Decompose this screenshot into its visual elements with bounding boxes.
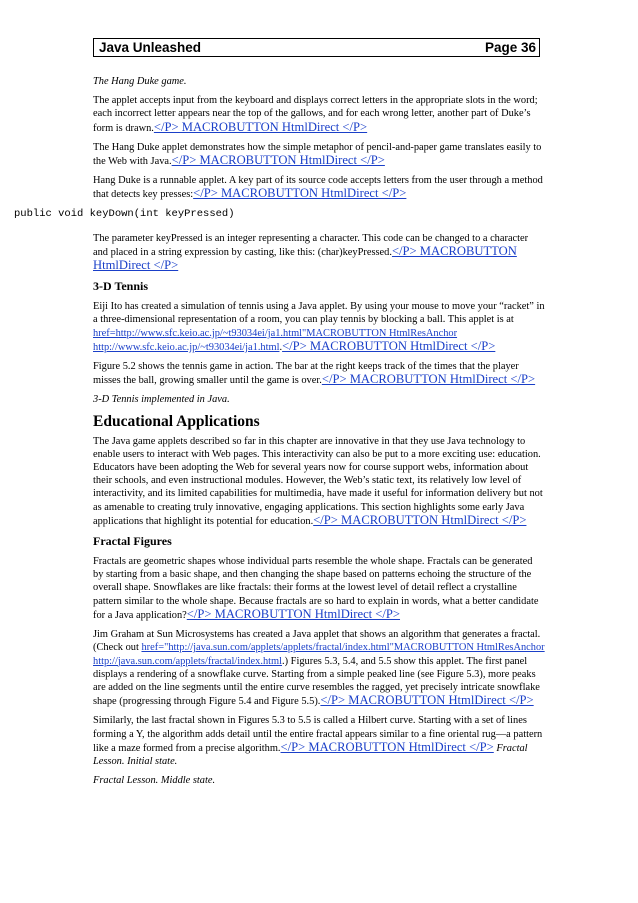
paragraph-text: Similarly, the last fractal shown in Figures 5.3 to 5.5 is called a Hilbert curve. Starting with a set of lines forming a Y, the algorithm adds detail until the entire fractal appears similar to a fine oriental rug—a pattern like a maze formed from a precise algorithm. bbox=[93, 715, 543, 754]
paragraph-text: Fractals are geometric shapes whose individual parts resemble the whole shape. Fractals can be generated by starting from a basic shape, and then changing the shape based on patterns echoing the structure of the overall shape. Snowflakes are like fractals: their forms at the lowest level of detail reflect a crystalline pattern similar to the whole shape. Because fractals are so hard to explain in words, what a better candidate for a Java application? bbox=[93, 556, 539, 621]
macrobutton-link[interactable]: </P> MACROBUTTON HtmlDirect </P> bbox=[93, 243, 517, 273]
anchor-link[interactable]: href=http://www.sfc.keio.ac.jp/~t93034ei/ja1.html"MACROBUTTON HtmlResAnchor bbox=[93, 327, 458, 339]
paragraph bbox=[93, 94, 545, 135]
figure-caption-middle: Fractal Lesson. Middle state. bbox=[93, 775, 216, 787]
macrobutton-link[interactable]: </P> MACROBUTTON HtmlDirect </P> bbox=[321, 372, 536, 387]
macrobutton-link[interactable]: </P> MACROBUTTON HtmlDirect </P> bbox=[193, 186, 407, 201]
section-heading-fractal: Fractal Figures bbox=[93, 534, 172, 549]
paragraph-text: Jim Graham at Sun Microsystems has created a Java applet that shows an algorithm that generates a fractal. (Check out bbox=[93, 629, 541, 654]
paragraph-text: The Hang Duke applet demonstrates how the simple metaphor of pencil-and-paper game translates easily to the Web with Java. bbox=[93, 141, 542, 168]
paragraph bbox=[93, 714, 545, 768]
macrobutton-link[interactable]: </P> MACROBUTTON HtmlDirect </P> bbox=[280, 739, 494, 754]
macrobutton-link[interactable]: </P> MACROBUTTON HtmlDirect </P> bbox=[282, 338, 496, 353]
paragraph-text: .) Figures 5.3, 5.4, and 5.5 show this applet. The first panel displays a rendering of a snowflake curve. Starting from a simple peaked line (see Figure 5.3), more peaks are added on the line segments until the entire curve resembles the ragged, yet precisely intricate snowflake shape (progressing through Figure 5.4 and Figure 5.5). bbox=[93, 655, 540, 708]
macrobutton-link[interactable]: </P> MACROBUTTON HtmlDirect </P> bbox=[153, 119, 368, 134]
paragraph bbox=[93, 360, 545, 387]
figure-caption-hang-duke: The Hang Duke game. bbox=[93, 76, 187, 87]
paragraph-text: The parameter keyPressed is an integer representing a character. This code can be changed to a character and placed in a string expression by casting, like this: (char)keyPressed. bbox=[93, 232, 529, 258]
page-content bbox=[14, 75, 545, 793]
book-title: Java Unleashed bbox=[99, 40, 202, 55]
paragraph bbox=[93, 141, 545, 168]
macrobutton-link[interactable]: </P> MACROBUTTON HtmlDirect </P> bbox=[171, 153, 385, 168]
paragraph bbox=[93, 555, 545, 622]
url-link[interactable]: http://www.sfc.keio.ac.jp/~t93034ei/ja1.html bbox=[93, 341, 280, 353]
anchor-link[interactable]: href="http://java.sun.com/applets/applets/fractal/index.html"MACROBUTTON HtmlResAnchor bbox=[141, 642, 545, 654]
paragraph bbox=[93, 628, 545, 708]
paragraph-text: The Java game applets described so far in this chapter are innovative in that they use Java technology to enable users to interact with Web pages. This interactivity can also be put to a more exciting use: education. Educators have been adopting the Web for several years now for course support webs, information about their schools, and even instructional modules. However, the Web’s static text, its relatively low level of interactivity, and its limited capabilities for multimedia, have made it useful for information delivery but not as amenable to creating truly innovative, engaging applications. This section highlights some early Java applications that highlight its potential for education. bbox=[93, 435, 543, 527]
section-heading-tennis: 3-D Tennis bbox=[93, 279, 149, 294]
paragraph bbox=[93, 174, 545, 201]
paragraph-text: . bbox=[279, 341, 283, 353]
code-line: public void keyDown(int keyPressed) bbox=[14, 207, 235, 220]
macrobutton-link[interactable]: </P> MACROBUTTON HtmlDirect </P> bbox=[320, 693, 534, 708]
url-link[interactable]: http://java.sun.com/applets/fractal/index.html bbox=[93, 655, 283, 667]
paragraph-text: The applet accepts input from the keyboard and displays correct letters in the appropriate slots in the word; each incorrect letter appears near the top of the gallows, and for each wrong letter, another part of Duke’s form is drawn. bbox=[93, 95, 538, 134]
paragraph bbox=[93, 232, 545, 274]
paragraph bbox=[93, 300, 545, 354]
paragraph bbox=[93, 435, 545, 528]
paragraph-text: Hang Duke is a runnable applet. A key part of its source code accepts letters from the user through a method that detects key presses: bbox=[93, 175, 543, 201]
figure-caption-tennis: 3-D Tennis implemented in Java. bbox=[93, 394, 230, 406]
macrobutton-link[interactable]: </P> MACROBUTTON HtmlDirect </P> bbox=[313, 512, 527, 527]
macrobutton-link[interactable]: </P> MACROBUTTON HtmlDirect </P> bbox=[186, 606, 401, 621]
paragraph-text: Eiji Ito has created a simulation of tennis using a Java applet. By using your mouse to move your “racket” in a three-dimensional representation of a room, you can play tennis by blocking a ball. This applet is at bbox=[93, 301, 545, 326]
page-number: Page 36 bbox=[484, 40, 536, 55]
figure-caption-initial: Fractal Lesson. Initial state. bbox=[93, 742, 528, 767]
paragraph-text: Figure 5.2 shows the tennis game in action. The bar at the right keeps track of the times that the player misses the ball, growing smaller until the game is over. bbox=[93, 361, 519, 387]
page-header bbox=[93, 38, 540, 57]
section-heading-education: Educational Applications bbox=[93, 412, 260, 430]
